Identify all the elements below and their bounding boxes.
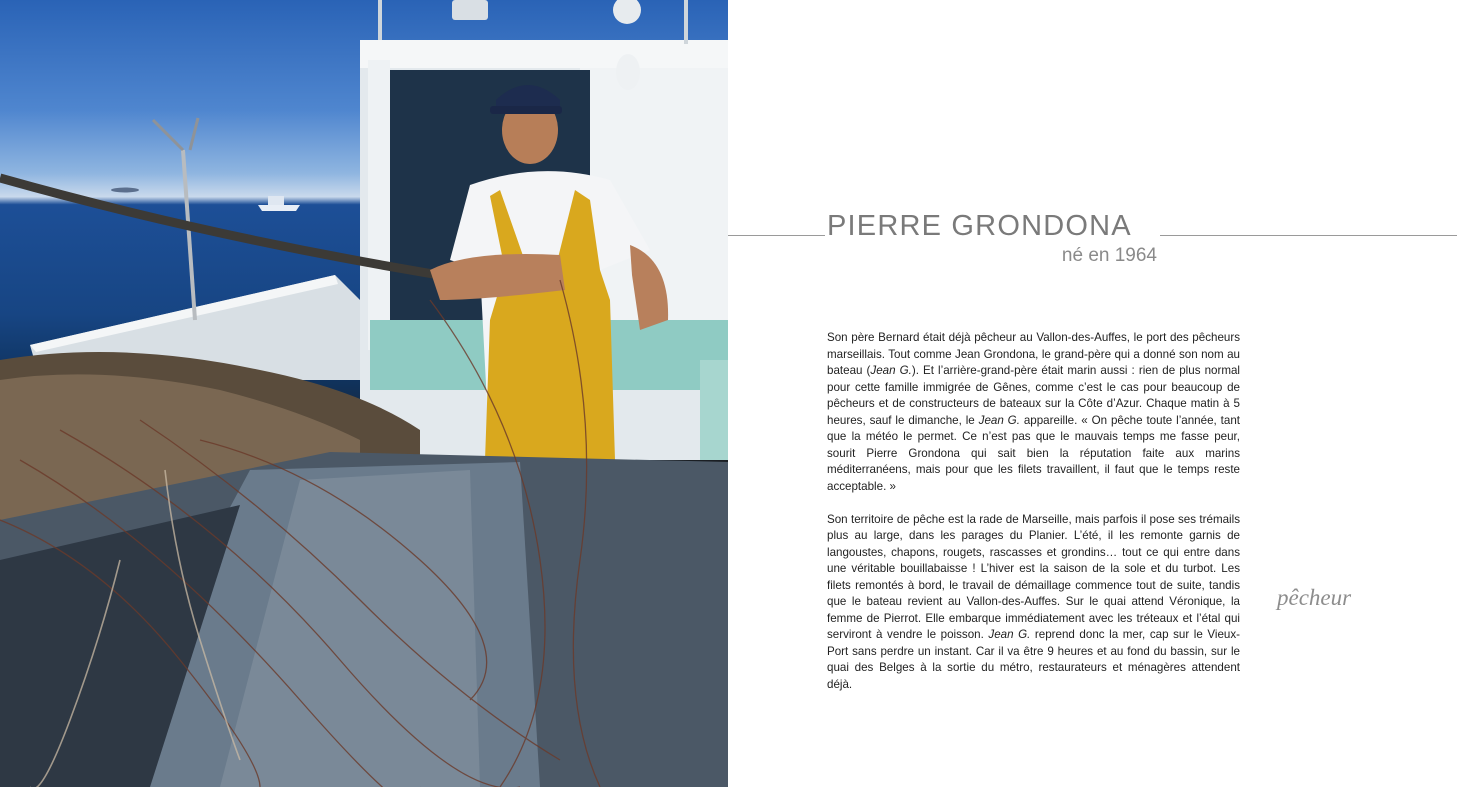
birth-year: né en 1964 <box>1061 245 1157 266</box>
text-page <box>728 0 1457 787</box>
profession-label: pêcheur <box>1277 585 1352 610</box>
boat-name: Jean G. <box>978 413 1020 427</box>
paragraph-2 <box>827 512 1240 694</box>
paragraph-1 <box>827 330 1240 495</box>
text-run: Son père Bernard était déjà pêcheur au Vallon-des-Auffes, le port des pêcheurs marseillais. Tout comme Jean Grondona, le grand-père qui a donné son nom au bateau ( <box>827 331 1240 377</box>
article-body <box>827 330 1240 693</box>
text-run: ). Et l’arrière-grand-père était marin aussi : rien de plus normal pour cette famille immigrée de Gênes, comme c’est le cas pour beaucoup de pêcheurs et de constructeurs de bateaux sur la Côte d’Azur. Chaque matin à 5 heures, sauf le dimanche, le <box>827 364 1241 427</box>
boat-name: Jean G. <box>988 628 1031 641</box>
text-run: reprend donc la mer, cap sur le Vieux-Port sans perdre un instant. Car il va être 9 heures et au fond du bassin, sur le quai des Belges à la sortie du métro, restaurateurs et ménagères attendent déjà. <box>827 628 1241 691</box>
boat-name: Jean G. <box>870 364 912 377</box>
person-name: PIERRE GRONDONA <box>827 210 1132 242</box>
title-rule-left <box>728 235 825 236</box>
text-run: Son territoire de pêche est la rade de Marseille, mais parfois il pose ses trémails plus au large, dans les parages du Planier. L’été, il les remonte garnis de langoustes, chapons, rougets, rascasses et grondins… tout ce qui entre dans une véritable bouillabaisse ! L’hiver est la saison de la sole et du turbot. Les filets remontés à bord, le travail de démaillage commence tout de suite, tandis que le bateau revient au Vallon-des-Auffes. Sur le quai attend Véronique, la femme de Pierrot. Elle embarque immédiatement avec les tréteaux et l’étal qui serviront à vendre le poisson. <box>827 512 1240 641</box>
text-run: appareille. « On pêche toute l’année, tant que la météo le permet. Ce n’est pas que le mauvais temps me fasse peur, sourit Pierre Grondona qui sait bien la réputation faite aux marins méditerranéens, mais pour que les filets travaillent, il faut que le temps reste acceptable. » <box>827 413 1240 493</box>
title-rule-right <box>1160 235 1457 236</box>
photo-illustration <box>0 0 728 787</box>
fisherman-photo <box>0 0 728 787</box>
